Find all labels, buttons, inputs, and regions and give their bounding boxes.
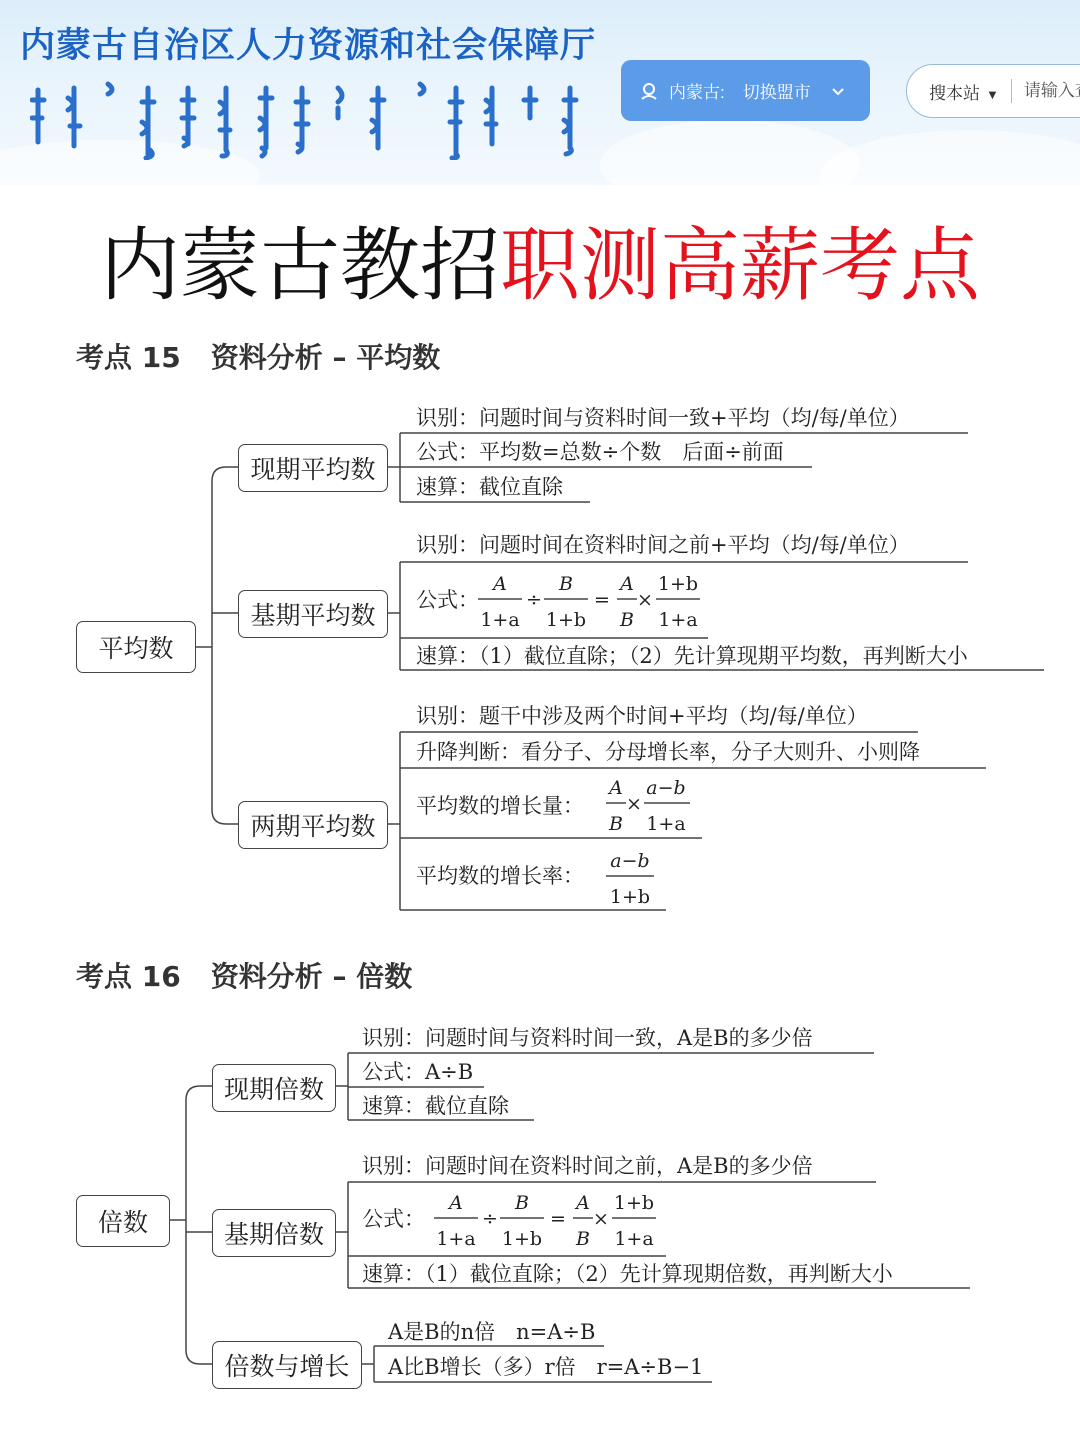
fraction-numerator: A <box>449 1192 463 1214</box>
fraction-numerator: a−b <box>610 850 650 872</box>
branch-node-current-average: 现期平均数 <box>238 444 388 492</box>
leaf-rise-fall: 升降判断：看分子、分母增长率，分子大则升、小则降 <box>416 740 920 764</box>
leaf-quick-calc: 速算：（1）截位直除；（2）先计算现期平均数，再判断大小 <box>416 644 968 668</box>
branch-node-base-average: 基期平均数 <box>238 590 388 638</box>
leaf-identify: 识别：问题时间与资料时间一致，A是B的多少倍 <box>362 1026 813 1050</box>
org-title[interactable]: 内蒙古自治区人力资源和社会保障厅 <box>20 26 597 65</box>
search-scope-label: 搜本站 <box>929 83 980 103</box>
fraction-denominator: 1+a <box>658 609 698 631</box>
leaf-identify: 识别：问题时间在资料时间之前，A是B的多少倍 <box>362 1154 813 1178</box>
section-15-title <box>76 336 440 376</box>
fraction-denominator: 1+b <box>501 1228 543 1250</box>
leaf-formula: 公式：A÷B <box>362 1060 474 1084</box>
fraction-denominator: 1+a <box>614 1228 654 1250</box>
fraction-denominator: B <box>620 609 634 631</box>
fraction-denominator: 1+a <box>436 1228 476 1250</box>
leaf-formula-label: 公式： <box>362 1207 425 1231</box>
fraction-numerator: A <box>493 573 507 595</box>
fraction-numerator: B <box>559 573 573 595</box>
leaf-growth-rate-label: 平均数的增长率： <box>416 864 584 888</box>
operator-multiply: × <box>593 1208 609 1230</box>
mindmap-root-node: 倍数 <box>76 1195 170 1247</box>
fraction-denominator: 1+b <box>609 886 651 908</box>
formula-base-multiple <box>430 1187 662 1253</box>
leaf-formula: 公式：平均数=总数÷个数 后面÷前面 <box>416 440 784 464</box>
section-16-title <box>76 955 412 995</box>
mindmap-root-node: 平均数 <box>76 621 196 673</box>
fraction-numerator: A <box>609 777 623 799</box>
title-black-part: 内蒙古教招 <box>100 219 500 312</box>
operator-divide: ÷ <box>526 589 542 611</box>
operator-multiply: × <box>626 793 642 815</box>
fraction-numerator: A <box>620 573 634 595</box>
fraction-numerator: A <box>576 1192 590 1214</box>
fraction-denominator: B <box>576 1228 590 1250</box>
leaf-identify: 识别：题干中涉及两个时间+平均（均/每/单位） <box>416 704 868 728</box>
section-number: 考点 15 <box>76 341 181 374</box>
leaf-identify: 识别：问题时间在资料时间之前+平均（均/每/单位） <box>416 533 910 557</box>
fraction-denominator: B <box>609 813 623 835</box>
section-name: 资料分析 – 平均数 <box>210 341 441 374</box>
title-red-part: 职测高薪考点 <box>500 219 980 312</box>
fraction-denominator: 1+a <box>646 813 686 835</box>
operator-equals: = <box>594 589 610 611</box>
section-name: 资料分析 – 倍数 <box>210 960 413 993</box>
formula-growth-rate <box>600 845 664 911</box>
fraction-denominator: 1+b <box>545 609 587 631</box>
leaf-r-times-growth: A比B增长（多）r倍 r=A÷B−1 <box>388 1355 704 1379</box>
fraction-numerator: 1+b <box>657 573 699 595</box>
leaf-quick-calc: 速算：（1）截位直除；（2）先计算现期倍数，再判断大小 <box>362 1262 893 1286</box>
formula-base-average <box>474 568 706 634</box>
fraction-numerator: a−b <box>646 777 686 799</box>
fraction-numerator: 1+b <box>613 1192 655 1214</box>
operator-multiply: × <box>637 589 653 611</box>
region-switch-label: 切换盟市 <box>742 83 811 102</box>
operator-divide: ÷ <box>482 1208 498 1230</box>
branch-node-base-multiple: 基期倍数 <box>212 1209 336 1257</box>
leaf-quick-calc: 速算：截位直除 <box>362 1094 509 1118</box>
dropdown-triangle-icon: ▼ <box>986 86 999 102</box>
region-current: 内蒙古: <box>669 83 725 102</box>
branch-node-two-period-average: 两期平均数 <box>238 801 388 849</box>
fraction-numerator: B <box>515 1192 529 1214</box>
formula-growth-amount <box>600 772 700 838</box>
leaf-n-times: A是B的n倍 n=A÷B <box>388 1320 596 1344</box>
fraction-denominator: 1+a <box>480 609 520 631</box>
leaf-formula-label: 公式： <box>416 588 479 612</box>
branch-node-current-multiple: 现期倍数 <box>212 1064 336 1112</box>
branch-node-multiple-and-growth: 倍数与增长 <box>212 1341 362 1389</box>
leaf-quick-calc: 速算：截位直除 <box>416 475 563 499</box>
leaf-growth-amount-label: 平均数的增长量： <box>416 794 584 818</box>
section-number: 考点 16 <box>76 960 181 993</box>
leaf-identify: 识别：问题时间与资料时间一致+平均（均/每/单位） <box>416 406 910 430</box>
operator-equals: = <box>550 1208 566 1230</box>
